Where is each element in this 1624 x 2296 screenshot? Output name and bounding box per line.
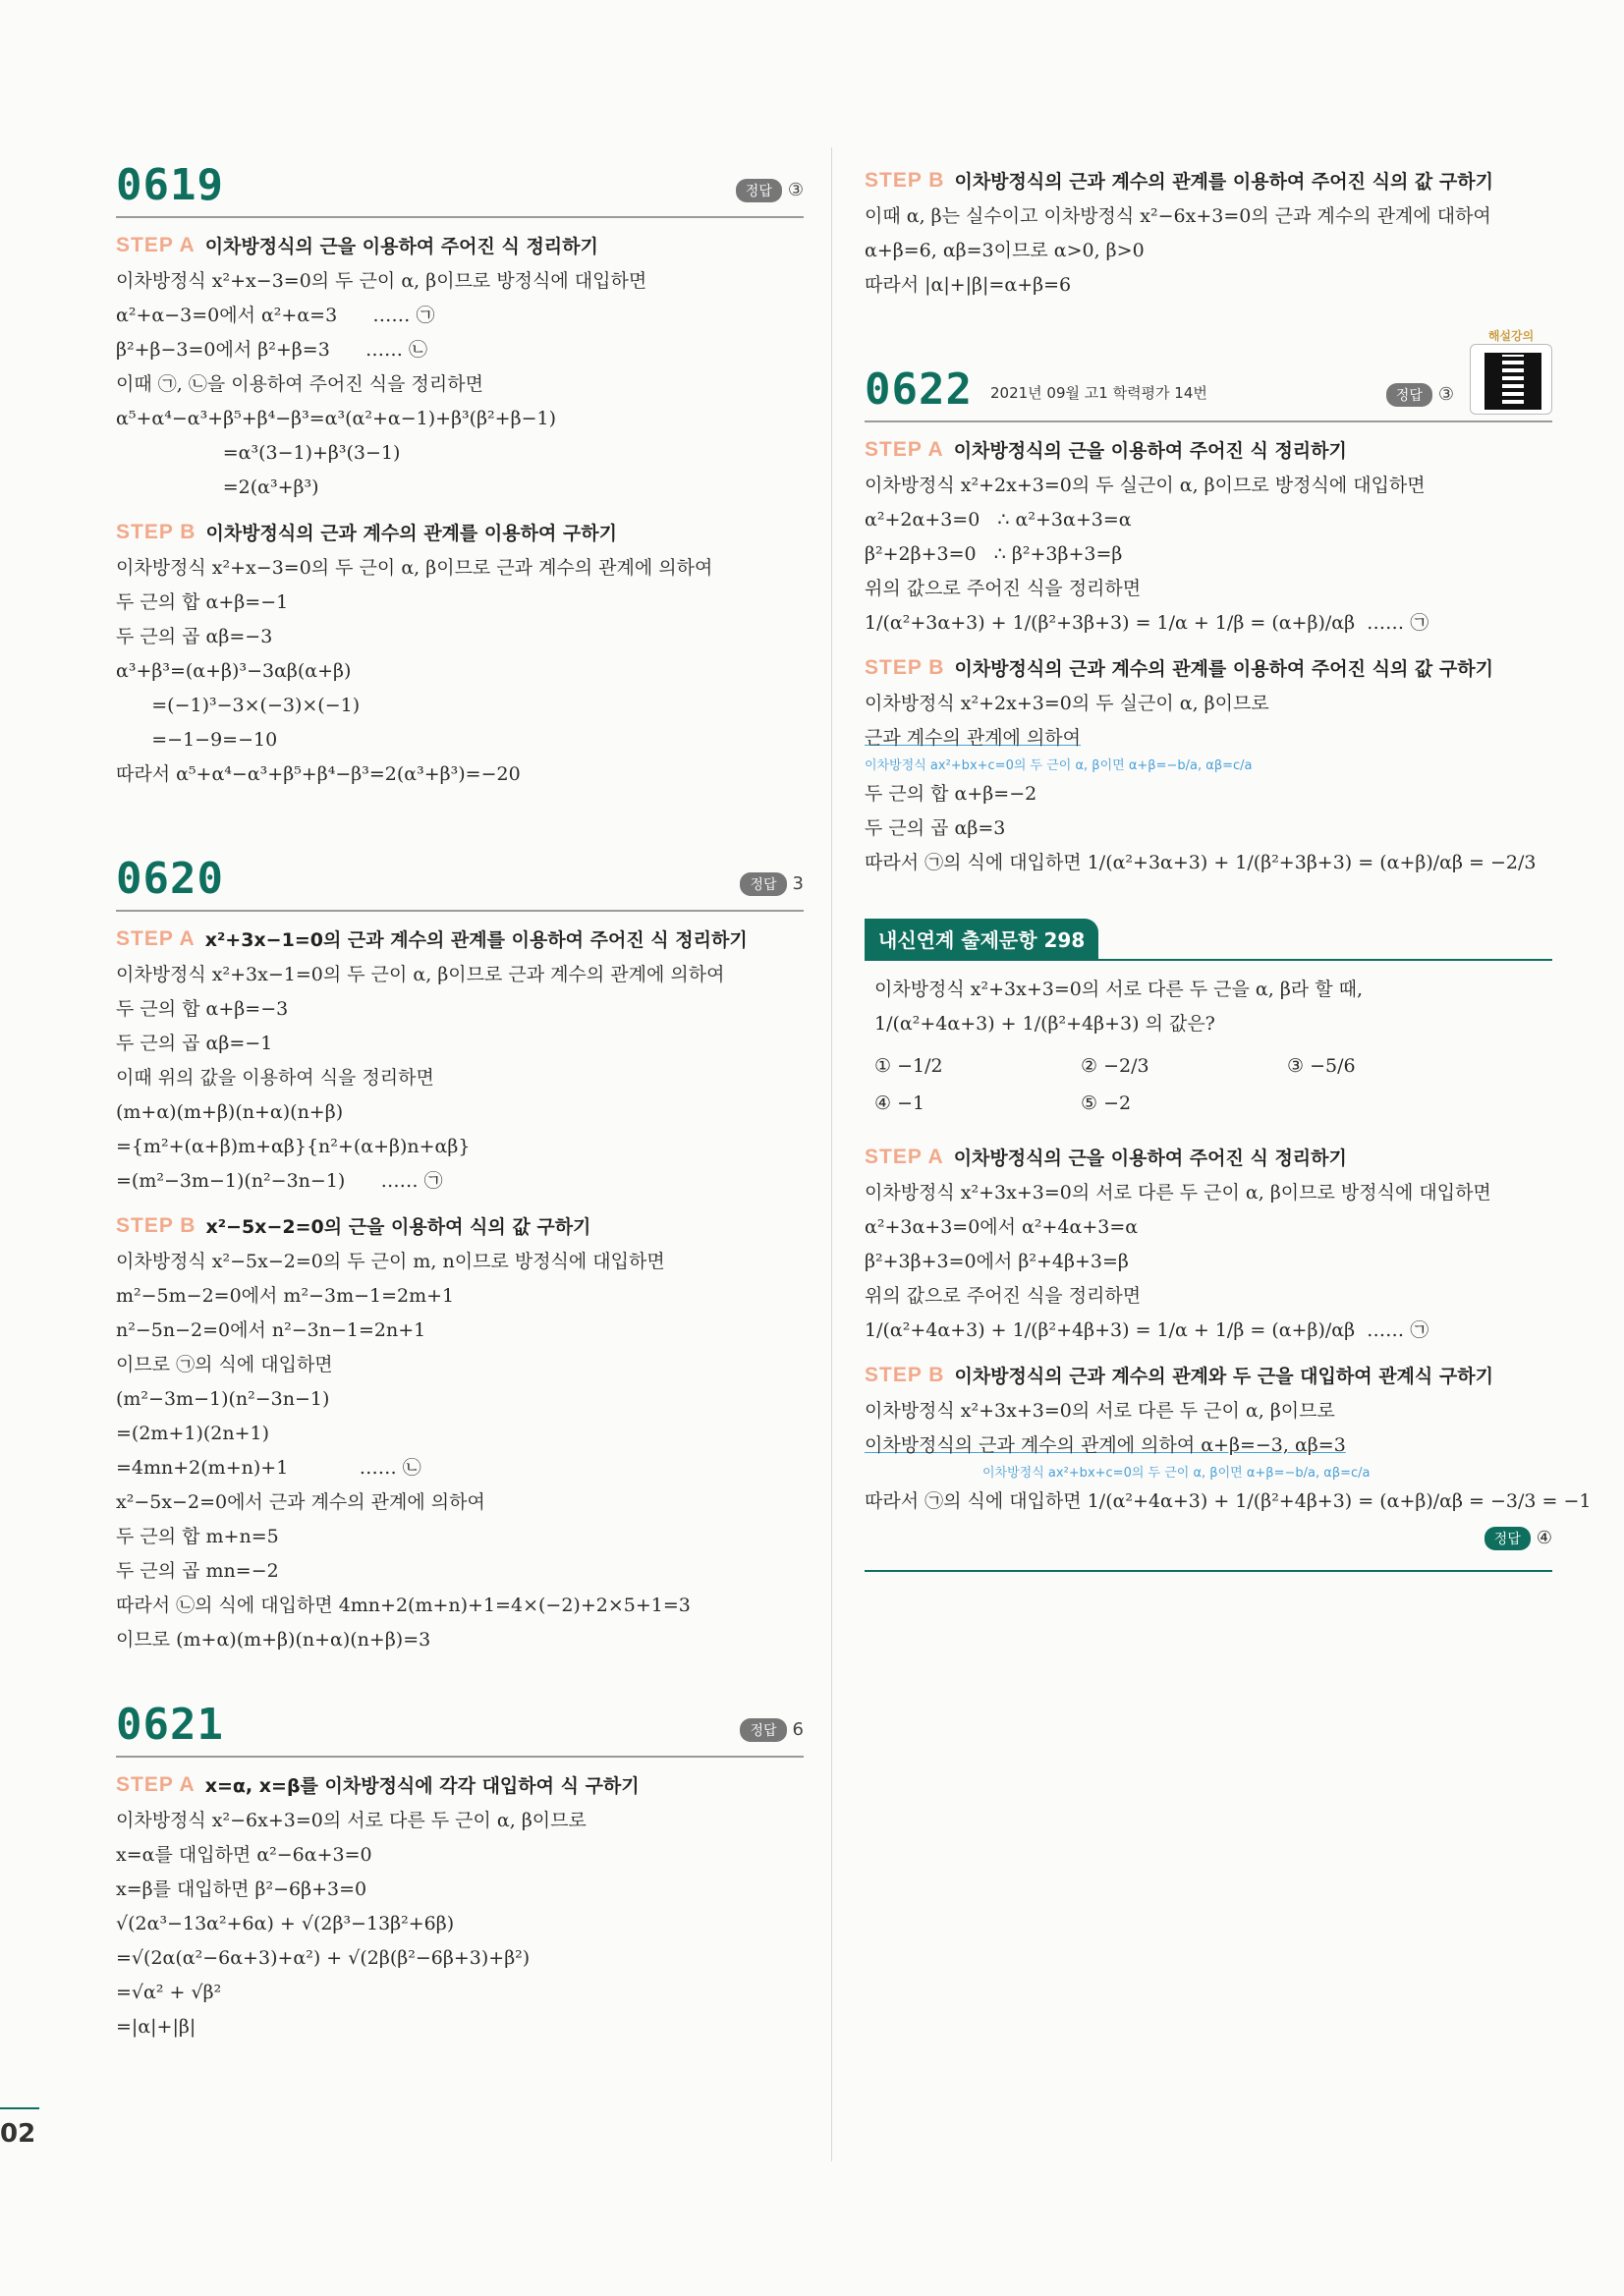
solution-line: 위의 값으로 주어진 식을 정리하면	[865, 578, 1142, 599]
qr-code-icon	[1484, 353, 1541, 410]
formula-note: 이차방정식 ax²+bx+c=0의 두 근이 α, β이면 α+β=−b/a, αβ=c/a	[865, 758, 1253, 773]
solution-line: =(−1)³−3×(−3)×(−1)	[116, 695, 361, 716]
choice-3[interactable]: ③ −5/6	[1287, 1055, 1356, 1077]
step-tag: STEP A	[116, 1772, 196, 1796]
qr-label: 해설강의	[1487, 329, 1535, 343]
step-heading	[116, 232, 804, 258]
solution-line: √(2α³−13α²+6α) + √(2β³−13β²+6β)	[116, 1913, 455, 1934]
answer-area	[736, 179, 804, 202]
solution-line: m²−5m−2=0에서 m²−3m−1=2m+1	[116, 1285, 455, 1307]
solution-line: 따라서 ㉡의 식에 대입하면 4mn+2(m+n)+1=4×(−2)+2×5+1=3	[116, 1595, 691, 1616]
qr-code-box[interactable]	[1470, 329, 1552, 415]
step-title: x=α, x=β를 이차방정식에 각각 대입하여 식 구하기	[204, 1775, 640, 1797]
step-heading	[865, 1144, 1552, 1170]
solution-line: 이차방정식 x²+2x+3=0의 두 실근이 α, β이므로 방정식에 대입하면	[865, 475, 1426, 496]
step-heading	[865, 436, 1552, 463]
solution-line: 이차방정식 x²+x−3=0의 두 근이 α, β이므로 근과 계수의 관계에 의하여	[116, 557, 713, 579]
solution-line: 두 근의 합 α+β=−2	[865, 783, 1037, 805]
choice-5[interactable]: ⑤ −2	[1081, 1092, 1132, 1114]
solution-line: =4mn+2(m+n)+1 …… ㉡	[116, 1457, 421, 1479]
step-title: 이차방정식의 근과 계수의 관계를 이용하여 주어진 식의 값 구하기	[954, 658, 1493, 680]
solution-line: =√(2α(α²−6α+3)+α²) + √(2β(β²−6β+3)+β²)	[116, 1947, 531, 1969]
bank-solution	[865, 1144, 1592, 1572]
solution-line: 이차방정식 x²+x−3=0의 두 근이 α, β이므로 방정식에 대입하면	[116, 270, 647, 292]
solution-line: 이차방정식 x²+3x+3=0의 서로 다른 두 근이 α, β이므로 방정식에 대입하면	[865, 1182, 1491, 1204]
step-tag: STEP B	[865, 1363, 945, 1386]
problem-header	[116, 147, 804, 218]
solution-line: 이차방정식 x²+3x+3=0의 서로 다른 두 근이 α, β이므로	[865, 1400, 1335, 1422]
answer-value: ④	[1536, 1528, 1552, 1548]
step-heading	[865, 654, 1552, 681]
problem-number: 0620	[116, 854, 224, 904]
solution-line: n²−5n−2=0에서 n²−3n−1=2n+1	[116, 1319, 426, 1341]
answer-badge: 정답	[740, 1718, 786, 1742]
problem-0621	[116, 1687, 804, 2044]
right-column	[865, 167, 1592, 1572]
solution-line: 이므로 ㉠의 식에 대입하면	[116, 1354, 333, 1375]
problem-source: 2021년 09월 고1 학력평가 14번	[990, 384, 1207, 402]
page-number-bar	[0, 2107, 39, 2109]
problem-0620	[116, 841, 804, 1657]
choice-1[interactable]: ① −1/2	[874, 1055, 943, 1077]
solution-line: 따라서 |α|+|β|=α+β=6	[865, 274, 1072, 296]
problem-0621-continued	[865, 167, 1552, 303]
answer-area	[740, 872, 804, 896]
answer-value: ③	[787, 180, 804, 200]
answer-value: 3	[792, 873, 804, 894]
step-heading	[116, 1771, 804, 1798]
solution-line: β²+β−3=0에서 β²+β=3 …… ㉡	[116, 339, 428, 361]
choice-2[interactable]: ② −2/3	[1081, 1055, 1149, 1077]
solution-line: 따라서 ㉠의 식에 대입하면 1/(α²+3α+3) + 1/(β²+3β+3) = (α+β)/αβ = −2/3	[865, 852, 1537, 873]
solution-line: 이차방정식 x²+2x+3=0의 두 실근이 α, β이므로	[865, 693, 1269, 714]
step-heading	[116, 519, 804, 545]
problem-0619	[116, 147, 804, 792]
step-tag: STEP A	[116, 926, 196, 950]
step-title: 이차방정식의 근을 이용하여 주어진 식 정리하기	[953, 1148, 1347, 1169]
solution-line: 두 근의 곱 mn=−2	[116, 1560, 279, 1582]
answer-badge: 정답	[736, 179, 782, 202]
question-line: 1/(α²+4α+3) + 1/(β²+4β+3) 의 값은?	[874, 1013, 1215, 1035]
problem-header	[865, 329, 1552, 422]
question-line: 이차방정식 x²+3x+3=0의 서로 다른 두 근을 α, β라 할 때,	[874, 979, 1363, 1000]
solution-line: α+β=6, αβ=3이므로 α>0, β>0	[865, 240, 1145, 261]
problem-number: 0619	[116, 160, 224, 210]
solution-line: (m²−3m−1)(n²−3n−1)	[116, 1388, 330, 1410]
solution-line: 두 근의 곱 αβ=−1	[116, 1033, 273, 1054]
solution-line: 이므로 (m+α)(m+β)(n+α)(n+β)=3	[116, 1629, 431, 1651]
end-rule	[865, 1570, 1552, 1572]
answer-badge: 정답	[740, 872, 786, 896]
solution-line: 따라서 α⁵+α⁴−α³+β⁵+β⁴−β³=2(α³+β³)=−20	[116, 763, 521, 785]
step-title: 이차방정식의 근을 이용하여 주어진 식 정리하기	[204, 236, 598, 257]
solution-line: =|α|+|β|	[116, 2016, 196, 2038]
step-heading	[116, 1212, 804, 1239]
problem-header	[116, 1687, 804, 1758]
solution-line: 두 근의 곱 αβ=−3	[116, 626, 273, 647]
solution-line: 이차방정식 x²+3x−1=0의 두 근이 α, β이므로 근과 계수의 관계에 의하여	[116, 964, 725, 985]
solution-line: =2(α³+β³)	[116, 476, 319, 498]
solution-line: =√α² + √β²	[116, 1982, 222, 2003]
solution-line: α²+3α+3=0에서 α²+4α+3=α	[865, 1216, 1139, 1238]
solution-line: 1/(α²+3α+3) + 1/(β²+3β+3) = 1/α + 1/β = (α+β)/αβ …… ㉠	[865, 612, 1429, 634]
solution-line: 따라서 ㉠의 식에 대입하면 1/(α²+4α+3) + 1/(β²+4β+3) = (α+β)/αβ = −3/3 = −1	[865, 1490, 1592, 1512]
solution-line: 이때 위의 값을 이용하여 식을 정리하면	[116, 1067, 434, 1089]
step-tag: STEP B	[116, 1213, 196, 1237]
solution-line: 근과 계수의 관계에 의하여	[865, 727, 1082, 749]
problem-number: 0622	[865, 364, 973, 415]
choice-4[interactable]: ④ −1	[874, 1092, 925, 1114]
step-title: 이차방정식의 근을 이용하여 주어진 식 정리하기	[953, 440, 1347, 462]
solution-line: 위의 값으로 주어진 식을 정리하면	[865, 1285, 1142, 1307]
step-title: x²+3x−1=0의 근과 계수의 관계를 이용하여 주어진 식 정리하기	[204, 929, 748, 951]
step-title: x²−5x−2=0의 근을 이용하여 식의 값 구하기	[205, 1216, 591, 1238]
solution-line: 두 근의 합 α+β=−1	[116, 591, 289, 613]
solution-line: 두 근의 합 α+β=−3	[116, 998, 289, 1020]
solution-line: x=α를 대입하면 α²−6α+3=0	[116, 1844, 372, 1866]
step-heading	[865, 167, 1552, 194]
solution-line: 두 근의 곱 αβ=3	[865, 817, 1006, 839]
solution-line: β²+3β+3=0에서 β²+4β+3=β	[865, 1251, 1129, 1272]
solution-line: β²+2β+3=0 ∴ β²+3β+3=β	[865, 543, 1123, 565]
solution-line: (m+α)(m+β)(n+α)(n+β)	[116, 1101, 344, 1123]
column-divider	[831, 147, 832, 2161]
solution-line: 이차방정식 x²−5x−2=0의 두 근이 m, n이므로 방정식에 대입하면	[116, 1251, 665, 1272]
page-number: 02	[0, 2119, 36, 2149]
answer-badge: 정답	[1484, 1527, 1531, 1550]
step-heading	[865, 1362, 1552, 1388]
answer-area	[1386, 383, 1454, 407]
solution-line: =−1−9=−10	[116, 729, 278, 751]
solution-line: x=β를 대입하면 β²−6β+3=0	[116, 1878, 367, 1900]
solution-line: α³+β³=(α+β)³−3αβ(α+β)	[116, 660, 352, 682]
solution-line: x²−5x−2=0에서 근과 계수의 관계에 의하여	[116, 1491, 485, 1513]
step-heading	[116, 925, 804, 952]
answer-badge: 정답	[1386, 383, 1432, 407]
bank-header	[865, 920, 1552, 961]
step-tag: STEP A	[865, 437, 944, 461]
step-tag: STEP B	[865, 655, 945, 679]
bank-title: 내신연계 출제문항 298	[865, 919, 1098, 959]
formula-note: 이차방정식 ax²+bx+c=0의 두 근이 α, β이면 α+β=−b/a, αβ=c/a	[982, 1466, 1371, 1481]
solution-line: α²+α−3=0에서 α²+α=3 …… ㉠	[116, 305, 435, 326]
answer-area	[740, 1718, 804, 1742]
step-title: 이차방정식의 근과 계수의 관계를 이용하여 주어진 식의 값 구하기	[954, 171, 1493, 193]
left-column	[116, 147, 804, 2074]
step-tag: STEP A	[865, 1145, 944, 1168]
step-title: 이차방정식의 근과 계수의 관계와 두 근을 대입하여 관계식 구하기	[954, 1366, 1493, 1387]
solution-line: =(2m+1)(2n+1)	[116, 1423, 270, 1444]
answer-value: ③	[1437, 384, 1454, 405]
solution-line: ={m²+(α+β)m+αβ}{n²+(α+β)n+αβ}	[116, 1136, 471, 1157]
step-tag: STEP B	[865, 168, 945, 192]
problem-number: 0621	[116, 1700, 224, 1750]
step-title: 이차방정식의 근과 계수의 관계를 이용하여 구하기	[205, 523, 617, 544]
answer-choices	[874, 1049, 1542, 1120]
problem-0622	[865, 329, 1552, 880]
solution-line: α²+2α+3=0 ∴ α²+3α+3=α	[865, 509, 1132, 531]
solution-line: 이차방정식의 근과 계수의 관계에 의하여 α+β=−3, αβ=3	[865, 1434, 1346, 1456]
problem-header	[116, 841, 804, 912]
solution-line: 이때 α, β는 실수이고 이차방정식 x²−6x+3=0의 근과 계수의 관계에 대하여	[865, 205, 1491, 227]
solution-line: =(m²−3m−1)(n²−3n−1) …… ㉠	[116, 1170, 443, 1192]
answer-value: 6	[792, 1719, 804, 1740]
solution-line: 이차방정식 x²−6x+3=0의 서로 다른 두 근이 α, β이므로	[116, 1810, 587, 1831]
step-tag: STEP A	[116, 233, 196, 256]
bank-body	[865, 961, 1552, 1120]
final-answer	[865, 1527, 1552, 1550]
solution-line: 이때 ㉠, ㉡을 이용하여 주어진 식을 정리하면	[116, 373, 483, 395]
solution-line: 두 근의 합 m+n=5	[116, 1526, 279, 1547]
related-exam-problem	[865, 920, 1592, 1572]
solution-line: 1/(α²+4α+3) + 1/(β²+4β+3) = 1/α + 1/β = (α+β)/αβ …… ㉠	[865, 1319, 1429, 1341]
solution-line: α⁵+α⁴−α³+β⁵+β⁴−β³=α³(α²+α−1)+β³(β²+β−1)	[116, 408, 557, 429]
solution-line: =α³(3−1)+β³(3−1)	[116, 442, 401, 464]
step-tag: STEP B	[116, 520, 196, 543]
